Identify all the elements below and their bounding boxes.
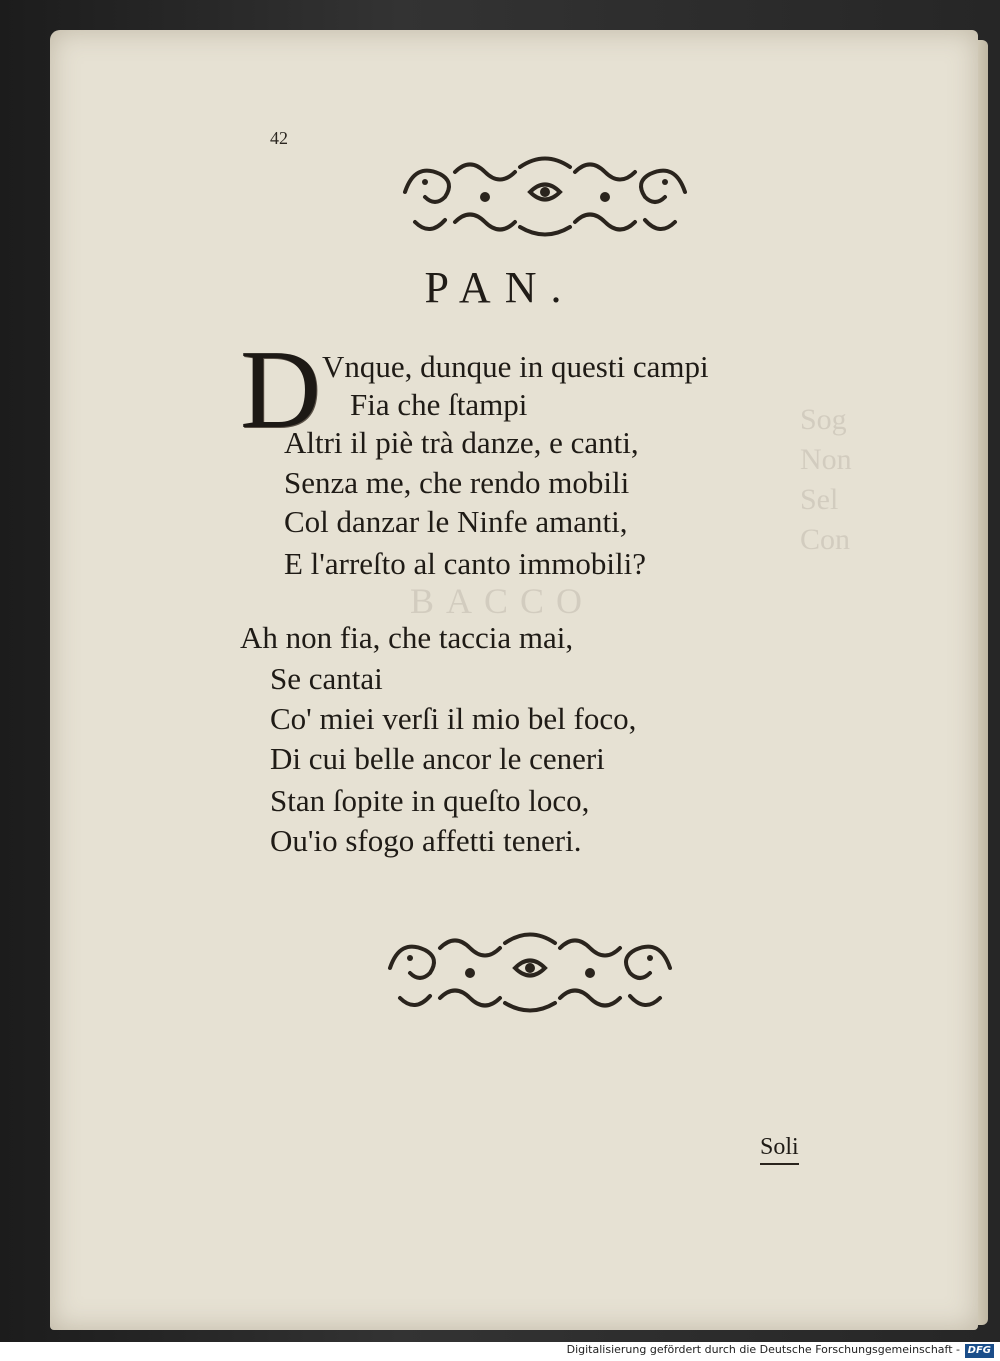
verse-line: Di cui belle ancor le ceneri	[270, 741, 605, 776]
ornamental-headpiece	[395, 152, 695, 242]
verse-line: Senza me, che rendo mobili	[284, 465, 630, 500]
verse-line: Altri il piè trà danze, e canti,	[284, 425, 639, 460]
catchword: Soli	[760, 1134, 799, 1165]
verse-line: Vnque, dunque in questi campi	[322, 349, 709, 384]
verse-line: Se cantai	[270, 661, 383, 696]
dfg-logo: DFG	[965, 1344, 994, 1358]
show-through-ghost: BACCO	[410, 581, 595, 621]
verse-line: E l'arreſto al canto immobili?	[284, 546, 646, 581]
verse-line: Fia che ſtampi	[350, 387, 528, 422]
page-number: 42	[270, 128, 288, 148]
verse-line: Ou'io sfogo affetti teneri.	[270, 823, 582, 858]
drop-capital: D	[240, 328, 321, 452]
ornamental-tailpiece	[380, 928, 680, 1018]
verse-line: Ah non fia, che taccia mai,	[240, 620, 574, 655]
verse-line: Stan ſopite in queſto loco,	[270, 783, 590, 818]
show-through-ghost: Sog Non Sel Con	[800, 403, 852, 556]
verse-line: Co' miei verſi il mio bel foco,	[270, 701, 637, 736]
verse-line: Col danzar le Ninfe amanti,	[284, 504, 628, 539]
digitization-credit: Digitalisierung gefördert durch die Deutsche Forschungsgemeinschaft -	[566, 1343, 960, 1356]
section-title: PAN.	[424, 263, 576, 312]
